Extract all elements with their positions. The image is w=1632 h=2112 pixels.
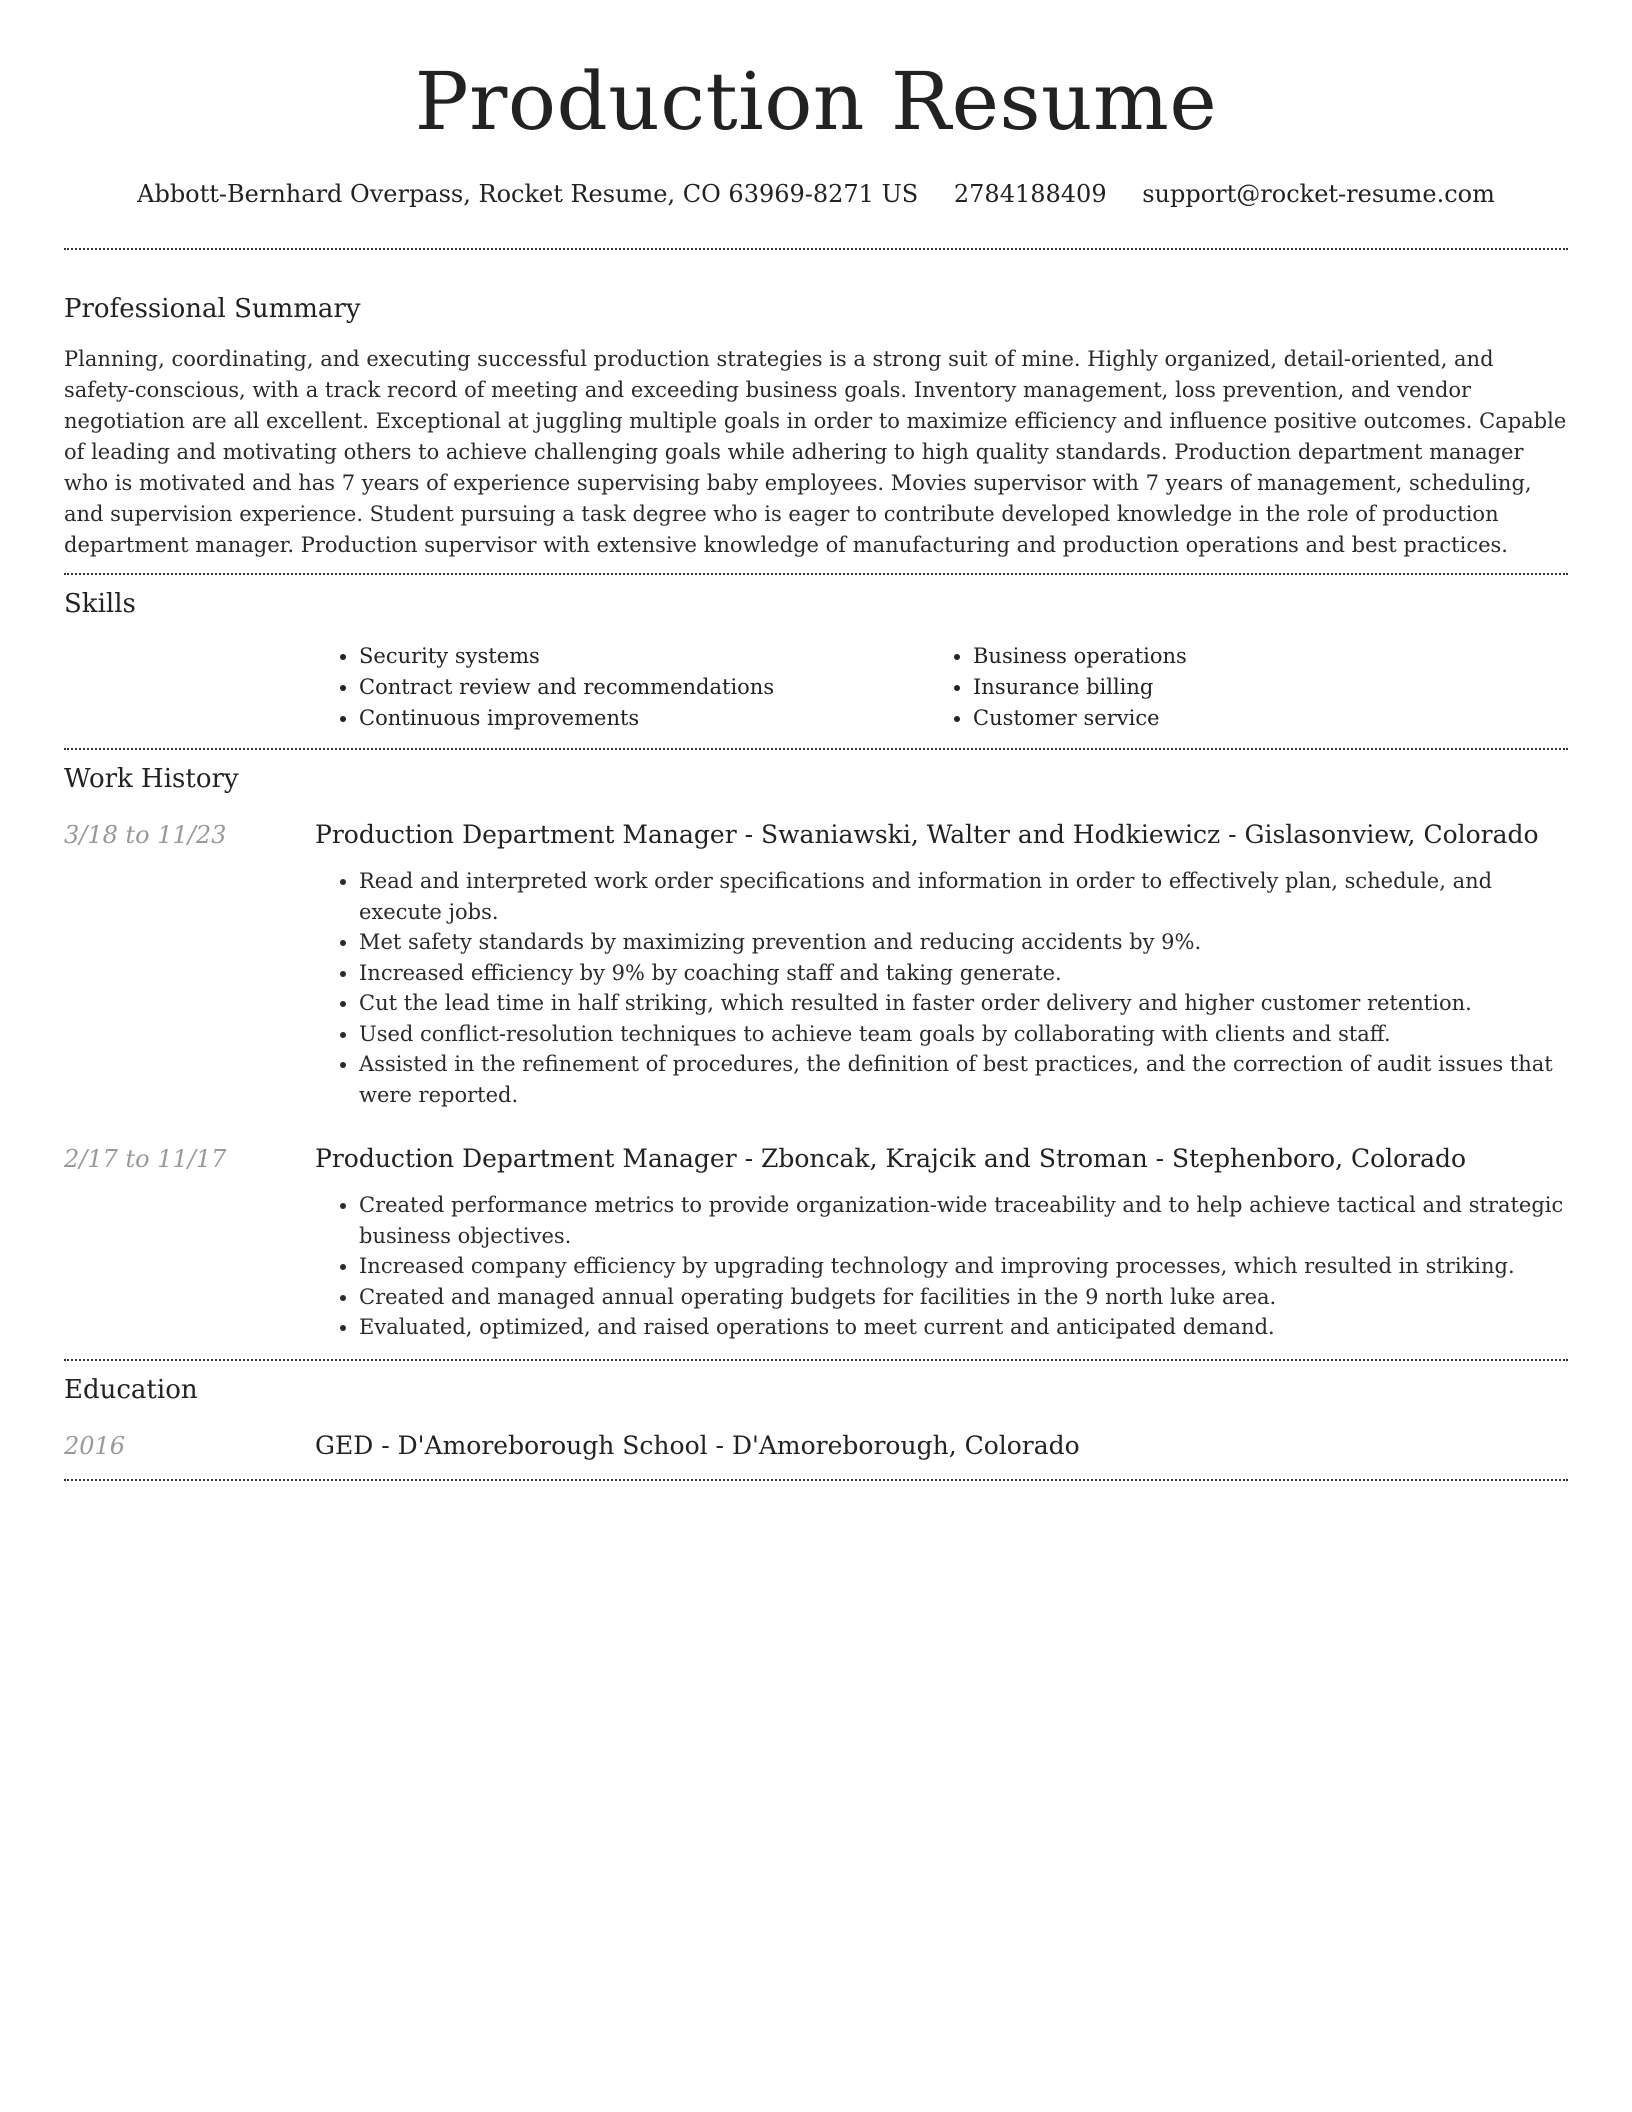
skill-item: • Contract review and recommendations	[359, 672, 929, 703]
skills-list-left	[315, 641, 929, 734]
skills-heading: Skills	[64, 589, 136, 619]
job-date: 2/17 to 11/17	[64, 1145, 227, 1173]
divider	[64, 1479, 1568, 1481]
job-body	[315, 1142, 1568, 1343]
resume-title: Production Resume	[414, 55, 1218, 148]
contact-phone: 2784188409	[953, 180, 1107, 208]
job-title: Production Department Manager - Zboncak, Krajcik and Stroman - Stephenboro, Colorado	[315, 1144, 1467, 1173]
contact-address: Abbott-Bernhard Overpass, Rocket Resume, CO 63969-8271 US	[137, 180, 919, 208]
job-bullet: • Read and interpreted work order specifications and information in order to effectively plan, schedule, and execute jobs.	[359, 866, 1568, 927]
education-date: 2016	[64, 1431, 126, 1460]
job-bullet: • Cut the lead time in half striking, which resulted in faster order delivery and higher customer retention.	[359, 988, 1568, 1019]
job-bullets	[315, 1190, 1568, 1343]
skills-section	[64, 575, 1568, 734]
summary-section	[64, 250, 1568, 561]
summary-text: Planning, coordinating, and executing successful production strategies is a strong suit of mine. Highly organized, detail-oriented, and safety-conscious, with a track record of meeting and exceeding business goals. Inventory management, loss prevention, and vendor negotiation are all excellent. Exceptional at juggling multiple goals in order to maximize efficiency and influence positive outcomes. Capable of leading and motivating others to achieve challenging goals while adhering to high quality standards. Production department manager who is motivated and has 7 years of experience supervising baby employees. Movies supervisor with 7 years of management, scheduling, and supervision experience. Student pursuing a task degree who is eager to contribute developed knowledge in the role of production department manager. Production supervisor with extensive knowledge of manufacturing and production operations and best practices.	[64, 347, 1567, 557]
skill-item: • Security systems	[359, 641, 929, 672]
skill-item: • Continuous improvements	[359, 703, 929, 734]
skill-item: • Customer service	[973, 703, 1543, 734]
job-bullet: • Increased efficiency by 9% by coaching staff and taking generate.	[359, 958, 1568, 989]
job-bullet: • Used conflict-resolution techniques to achieve team goals by collaborating with clients and staff.	[359, 1019, 1568, 1050]
job-body	[315, 818, 1568, 1110]
job-entry	[64, 1142, 1568, 1343]
job-bullet: • Created and managed annual operating budgets for facilities in the 9 north luke area.	[359, 1282, 1568, 1313]
summary-heading: Professional Summary	[64, 294, 361, 324]
work-heading: Work History	[64, 764, 239, 794]
job-bullet: • Created performance metrics to provide organization-wide traceability and to help achieve tactical and strategic business objectives.	[359, 1190, 1568, 1251]
skill-item: • Insurance billing	[973, 672, 1543, 703]
education-title: GED - D'Amoreborough School - D'Amoreborough, Colorado	[315, 1430, 1080, 1460]
job-date: 3/18 to 11/23	[64, 821, 227, 849]
job-title: Production Department Manager - Swaniawski, Walter and Hodkiewicz - Gislasonview, Colorado	[315, 820, 1539, 849]
education-body	[315, 1429, 1568, 1463]
job-bullets	[315, 866, 1568, 1110]
skills-list-right	[929, 641, 1543, 734]
contact-email: support@rocket-resume.com	[1142, 180, 1495, 208]
job-bullet: • Evaluated, optimized, and raised operations to meet current and anticipated demand.	[359, 1312, 1568, 1343]
skills-grid	[315, 641, 1568, 734]
job-bullet: • Met safety standards by maximizing prevention and reducing accidents by 9%.	[359, 927, 1568, 958]
skill-item: • Business operations	[973, 641, 1543, 672]
education-heading: Education	[64, 1374, 198, 1405]
education-section	[64, 1361, 1568, 1463]
job-entry	[64, 818, 1568, 1110]
job-bullet: • Assisted in the refinement of procedures, the definition of best practices, and the correction of audit issues that were reported.	[359, 1049, 1568, 1110]
job-bullet: • Increased company efficiency by upgrading technology and improving processes, which resulted in striking.	[359, 1251, 1568, 1282]
education-entry	[64, 1429, 1568, 1463]
contact-line	[64, 178, 1568, 210]
work-section	[64, 750, 1568, 1343]
